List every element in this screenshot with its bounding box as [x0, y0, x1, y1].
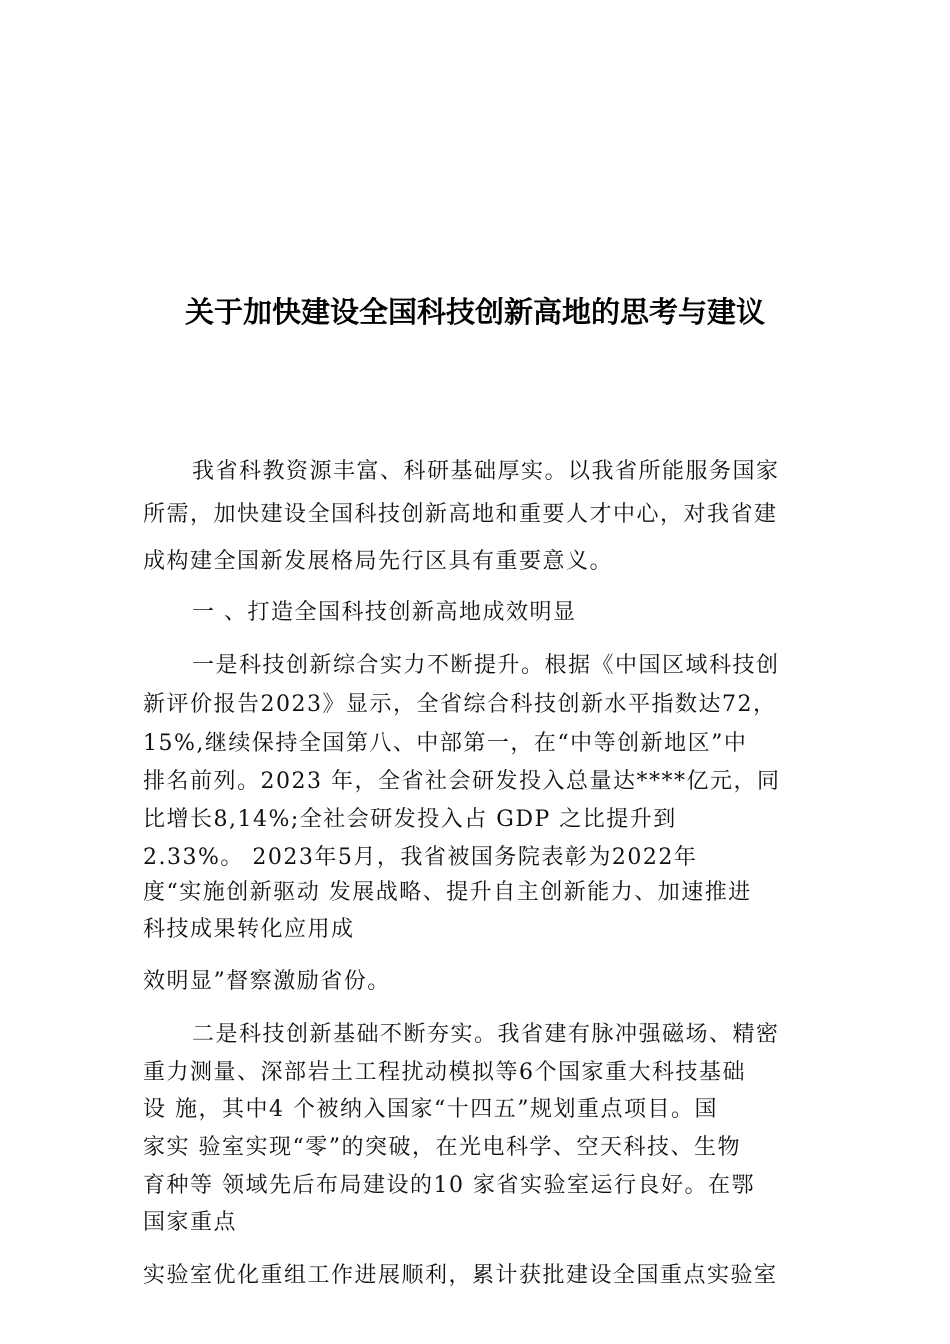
paragraph-line: 科技成果转化应用成 [143, 917, 355, 942]
paragraph-line: 实验室优化重组工作进展顺利，累计获批建设全国重点实验室 [143, 1263, 778, 1288]
section-heading: 一 、打造全国科技创新高地成效明显 [192, 600, 577, 625]
paragraph-line: 成构建全国新发展格局先行区具有重要意义。 [143, 549, 614, 574]
paragraph-line: 我省科教资源丰富、科研基础厚实。以我省所能服务国家 [192, 459, 780, 484]
paragraph-line: 国家重点 [143, 1210, 238, 1235]
paragraph-line: 育种等 领域先后布局建设的10 家省实验室运行良好。在鄂 [143, 1173, 755, 1198]
paragraph-line: 度“实施创新驱动 发展战略、提升自主创新能力、加速推进 [143, 880, 752, 905]
paragraph-line: 新评价报告2023》显示，全省综合科技创新水平指数达72， [143, 692, 777, 717]
paragraph-line: 比增长8,14%;全社会研发投入占 GDP 之比提升到 [143, 807, 677, 832]
paragraph-line: 一是科技创新综合实力不断提升。根据《中国区域科技创 [192, 653, 780, 678]
paragraph-line: 效明显”督察激励省份。 [143, 969, 391, 994]
paragraph-line: 15%,继续保持全国第八、中部第一，在“中等创新地区”中 [143, 731, 748, 756]
paragraph-line: 二是科技创新基础不断夯实。我省建有脉冲强磁场、精密 [192, 1022, 780, 1047]
paragraph-line: 重力测量、深部岩土工程扰动模拟等6个国家重大科技基础 [143, 1060, 746, 1085]
document-title: 关于加快建设全国科技创新高地的思考与建议 [184, 295, 765, 329]
paragraph-line: 家实 验室实现“零”的突破，在光电科学、空天科技、生物 [143, 1135, 741, 1160]
paragraph-line: 2.33%。 2023年5月，我省被国务院表彰为2022年 [143, 845, 698, 870]
paragraph-line: 排名前列。2023 年，全省社会研发投入总量达****亿元，同 [143, 769, 781, 794]
paragraph-line: 所需，加快建设全国科技创新高地和重要人才中心，对我省建 [143, 502, 778, 527]
paragraph-line: 设 施，其中4 个被纳入国家“十四五”规划重点项目。国 [143, 1097, 718, 1122]
